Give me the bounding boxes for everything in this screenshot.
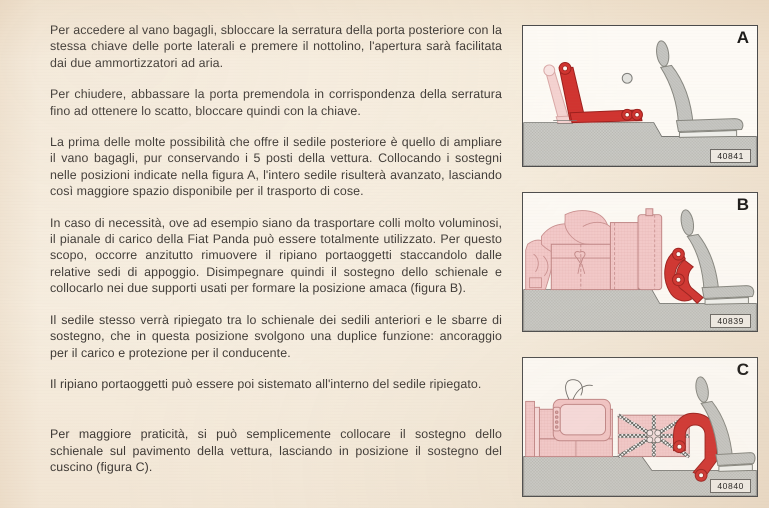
figure-c-illustration <box>523 358 757 496</box>
figure-c-letter: C <box>736 360 749 379</box>
paragraph-6: Il ripiano portaoggetti può essere poi sistemato all'interno del sedile ripiegato. <box>50 376 482 391</box>
figure-a-illustration <box>523 26 757 166</box>
paragraph-5: Il sedile stesso verrà ripiegato tra lo schienale dei sedili anteriori e le sbarre di sostegno, che in questa posizione svolgono una duplice funzione: ancoraggio per il carico e protezione per il conducente. <box>50 312 502 360</box>
figure-b-letter: B <box>736 195 749 214</box>
figure-b-code: 40839 <box>710 314 751 328</box>
figure-a-letter: A <box>736 28 749 47</box>
figure-a-code: 40841 <box>710 149 751 163</box>
figure-panel-c <box>522 357 758 497</box>
closing-paragraph: Per maggiore praticità, si può semplicemente collocare il sostegno dello schienale sul pavimento della vettura, lasciando in posizione il sostegno del cuscino (figura C). <box>50 427 502 475</box>
figure-panel-b <box>522 192 758 332</box>
figure-panel-a <box>522 25 758 167</box>
left-panel-strip <box>526 401 540 456</box>
paragraph-1: Per accedere al vano bagagli, sbloccare la serratura della porta posteriore con la stessa chiave delle porte laterali e premere il nottolino, l'apertura sarà facilitata dai due ammortizzatori ad aria. <box>50 23 502 70</box>
paragraph-3: La prima delle molte possibilità che offre il sedile posteriore è quello di ampliare il vano bagagli, pur conservando i 5 posti della vettura. Collocando i sostegni nelle posizioni indicate nella figura A, l'intero sedile risulterà avanzato, lasciando così maggiore spazio disponibile per il trasporto di cose. <box>50 135 502 199</box>
knob-marker <box>622 73 632 83</box>
paragraph-2: Per chiudere, abbassare la porta premendola in corrispondenza della serratura fino ad ottenere lo scatto, bloccare quindi con la chiave. <box>50 87 502 118</box>
figure-c-code: 40840 <box>710 479 751 493</box>
cargo-box <box>551 244 610 289</box>
figure-b-illustration <box>523 193 757 331</box>
text-column <box>50 22 502 476</box>
paragraph-4: In caso di necessità, ove ad esempio siano da trasportare colli molto voluminosi, il pianale di carico della Fiat Panda può essere totalmente utilizzato. Per questo scopo, occorre anzitutto rimuovere il ripiano portaoggetti staccandolo dalle relative sedi di appoggio. Disimpegnare quindi il sostegno dello schienale e collocarlo nei due supporti usati per formare la posizione amaca (figura B). <box>50 215 502 296</box>
